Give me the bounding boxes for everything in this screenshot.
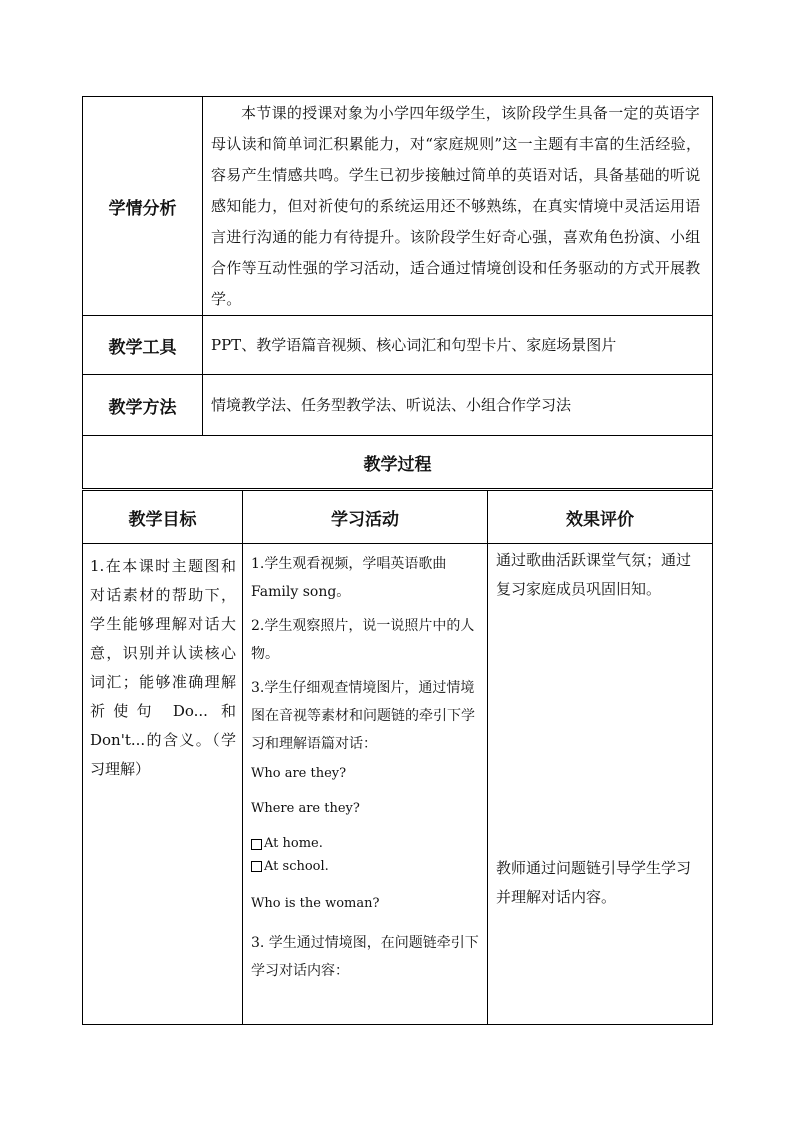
analysis-label: 学情分析 [83,97,203,316]
activity-item-1: 1.学生观看视频，学唱英语歌曲 Family song。 [251,556,447,600]
evaluation-cell [488,544,713,1025]
answer-options [251,834,479,879]
activity-cell [243,544,488,1025]
option-at-home [251,834,323,854]
process-table [82,490,713,1025]
analysis-text: 本节课的授课对象为小学四年级学生，该阶段学生具备一定的英语字母认读和简单词汇积累能力，对“家庭规则”这一主题有丰富的生活经验，容易产生情感共鸣。学生已初步接触过简单的英语对话，具备基础的听说感知能力，但对祈使句的系统运用还不够熟练，在真实情境中灵活运用语言进行沟通的能力有待提升。该阶段学生好奇心强，喜欢角色扮演、小组合作等互动性强的学习活动，适合通过情境创设和任务驱动的方式开展教学。 [211,103,702,308]
activity-item-3: 3.学生仔细观查情境图片，通过情境图在音视等素材和问题链的牵引下学习和理解语篇对话： [251,680,475,752]
column-header-evaluation: 效果评价 [488,491,713,544]
column-header-goal: 教学目标 [83,491,243,544]
analysis-row [83,97,713,316]
tools-row [83,316,713,375]
methods-row [83,375,713,436]
evaluation-text-2: 教师通过问题链引导学生学习并理解对话内容。 [496,859,692,906]
question-who: Who are they? [251,766,347,781]
option-at-school-label: At school. [264,858,329,874]
activity-item-4: 3. 学生通过情境图，在问题链牵引下学习对话内容： [251,935,479,979]
activity-item-2: 2.学生观察照片，说一说照片中的人物。 [251,618,475,662]
option-at-home-label: At home. [264,836,323,851]
option-at-school [251,857,329,877]
analysis-cell [203,97,713,316]
question-woman: Who is the woman? [251,896,380,911]
activity-list [243,544,487,985]
question-where: Where are they? [251,801,360,816]
tools-text: PPT、教学语篇音视频、核心词汇和句型卡片、家庭场景图片 [203,316,713,375]
column-header-activity: 学习活动 [243,491,488,544]
process-title: 教学过程 [83,436,713,489]
checkbox-icon [251,861,262,872]
process-heading-row [83,436,713,489]
tools-label: 教学工具 [83,316,203,375]
methods-text: 情境教学法、任务型教学法、听说法、小组合作学习法 [203,375,713,436]
process-header-row [83,491,713,544]
goal-text: 1.在本课时主题图和对话素材的帮助下，学生能够理解对话大意，识别并认读核心词汇；能够准确理解祈使句 Do... 和 Don't...的含义。（学习理解） [90,557,236,778]
lesson-info-table [82,96,713,489]
process-body-row [83,544,713,1025]
goal-cell [83,544,243,1025]
methods-label: 教学方法 [83,375,203,436]
evaluation-text-1: 通过歌曲活跃课堂气氛；通过复习家庭成员巩固旧知。 [496,551,692,598]
checkbox-icon [251,839,262,850]
